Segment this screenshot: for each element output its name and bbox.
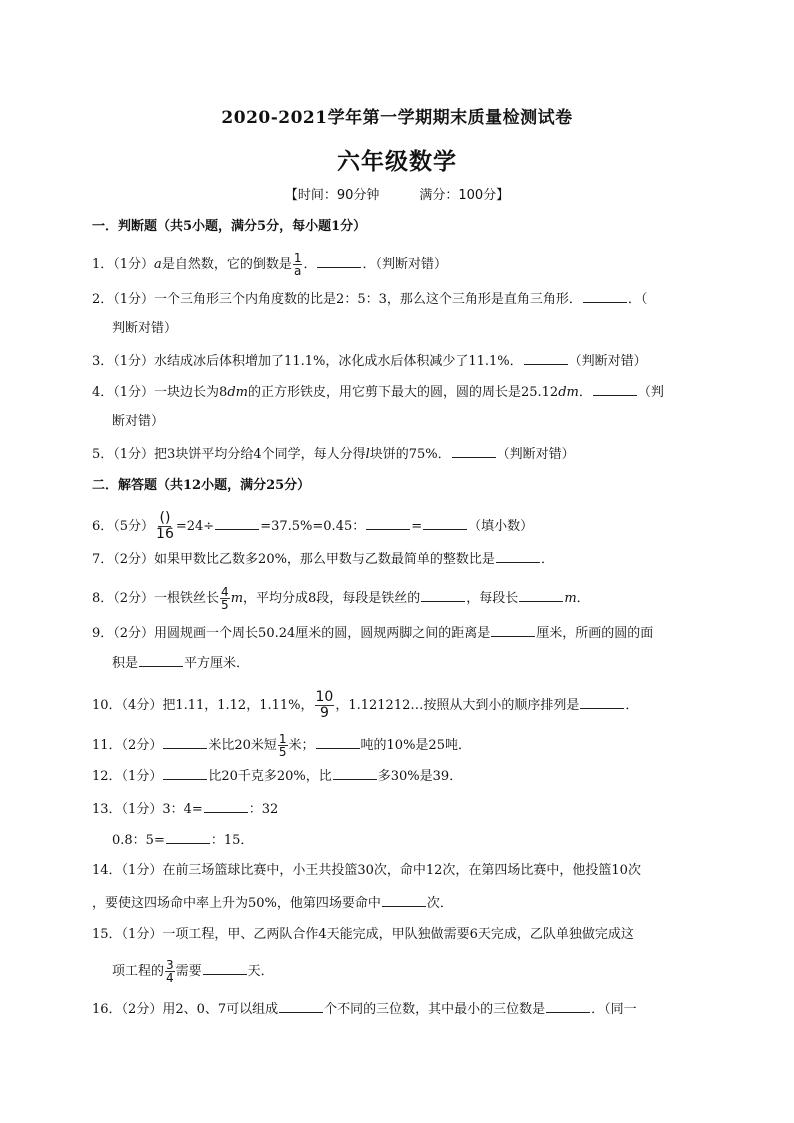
question-14: 14．（1分）在前三场篮球比赛中，小王共投篮30次，命中12次，在第四场比赛中，他投篮10次 [92,863,641,878]
section1-heading: 一．判断题（共5小题，满分5分，每小题1分） [92,219,367,234]
question-13: 13．（1分）3：4= ：32 [92,802,279,817]
answer-blank[interactable] [203,962,247,975]
question-9: 9．（2分）用圆规画一个周长50.24厘米的圆，圆规两脚之间的距离是 厘米，所画的圆的面 [92,626,654,641]
answer-blank[interactable] [452,445,496,458]
question-4-cont: 断对错） [112,414,165,429]
exam-title: 2020-2021学年第一学期期末质量检测试卷 [221,108,573,128]
question-4: 4．（1分）一块边长为8dm的正方形铁皮，用它剪下最大的圆，圆的周长是25.12dm． （判 [92,385,664,400]
fraction-1-5: $\frac{1}{5}$ [278,732,287,759]
answer-blank[interactable] [593,383,637,396]
question-8: 8．（2分）一根铁丝长 $\frac{4}{5}$ m，平均分成8段，每段是铁丝的 ，每段长 m． [92,585,590,612]
exam-info [0,184,794,203]
fraction-3-4: $\frac{3}{4}$ [166,958,174,985]
fraction-blank-over-16: $\frac{()}{16}$ [156,510,174,542]
answer-blank[interactable] [215,517,259,530]
answer-blank[interactable] [366,517,410,530]
answer-blank[interactable] [524,352,568,365]
question-2-cont: 判断对错） [112,321,178,336]
question-16: 16．（2分）用2、0、7可以组成 个不同的三位数，其中最小的三位数是 ．（同一 [92,1002,637,1017]
fraction-10-9: $\frac{10}{9}$ [315,689,334,721]
section2-heading: 二．解答题（共12小题，满分25分） [92,478,311,493]
question-9-cont: 积是 平方厘米． [112,656,250,671]
question-7: 7．（2分）如果甲数比乙数多20%，那么甲数与乙数最简单的整数比是 ． [92,552,554,567]
question-1: 1．（1分）a是自然数，它的倒数是 $\frac{1}{a}$ ． ．（判断对错） [92,251,447,278]
fraction-4-5: $\frac{4}{5}$ [221,585,229,612]
subject-title: 六年级数学 [337,148,457,175]
time-limit: 【时间：90分钟 [284,188,380,203]
answer-blank[interactable] [546,1000,590,1013]
question-3: 3．（1分）水结成冰后体积增加了11.1%，冰化成水后体积减少了11.1%． （判断对错） [92,354,647,369]
answer-blank[interactable] [491,624,535,637]
fraction-1-over-a: $\frac{1}{a}$ [293,251,302,278]
question-5: 5．（1分）把3块饼平均分给4个同学，每人分得l块饼的75%． （判断对错） [92,447,575,462]
answer-blank[interactable] [382,894,426,907]
question-6: 6．（5分） $\frac{()}{16}$ =24÷ =37.5%=0.45： = （填小数） [92,510,534,542]
answer-blank[interactable] [496,550,540,563]
question-12: 12．（1分） 比20千克多20%，比 多30%是39． [92,769,463,784]
question-10: 10．（4分）把1.11，1.12，1.11%， $\frac{10}{9}$ ，1.121212…按照从大到小的顺序排列是 ． [92,689,639,721]
answer-blank[interactable] [580,696,624,709]
answer-blank[interactable] [163,767,207,780]
answer-blank[interactable] [423,517,467,530]
answer-blank[interactable] [279,1000,323,1013]
question-15: 15．（1分）一项工程，甲、乙两队合作4天能完成，甲队独做需要6天完成，乙队单独做完成这 [92,927,634,942]
answer-blank[interactable] [421,589,465,602]
question-2: 2．（1分）一个三角形三个内角度数的比是2：5：3，那么这个三角形是直角三角形． ．（ [92,292,648,307]
answer-blank[interactable] [316,736,360,749]
full-score: 满分：100分】 [419,188,510,203]
answer-blank[interactable] [163,736,207,749]
answer-blank[interactable] [317,255,361,268]
question-14-cont: ，要使这四场命中率上升为50%，他第四场要命中 次． [92,896,453,911]
question-11: 11．（2分） 米比20米短 $\frac{1}{5}$ 米； 吨的10%是25吨． [92,732,471,759]
answer-blank[interactable] [333,767,377,780]
answer-blank[interactable] [139,654,183,667]
question-13-cont: 0.8：5= ：15． [112,833,254,848]
answer-blank[interactable] [204,800,248,813]
answer-blank[interactable] [583,290,627,303]
answer-blank[interactable] [519,589,563,602]
question-15-cont: 项工程的 $\frac{3}{4}$ 需要 天． [112,958,274,985]
answer-blank[interactable] [166,831,210,844]
